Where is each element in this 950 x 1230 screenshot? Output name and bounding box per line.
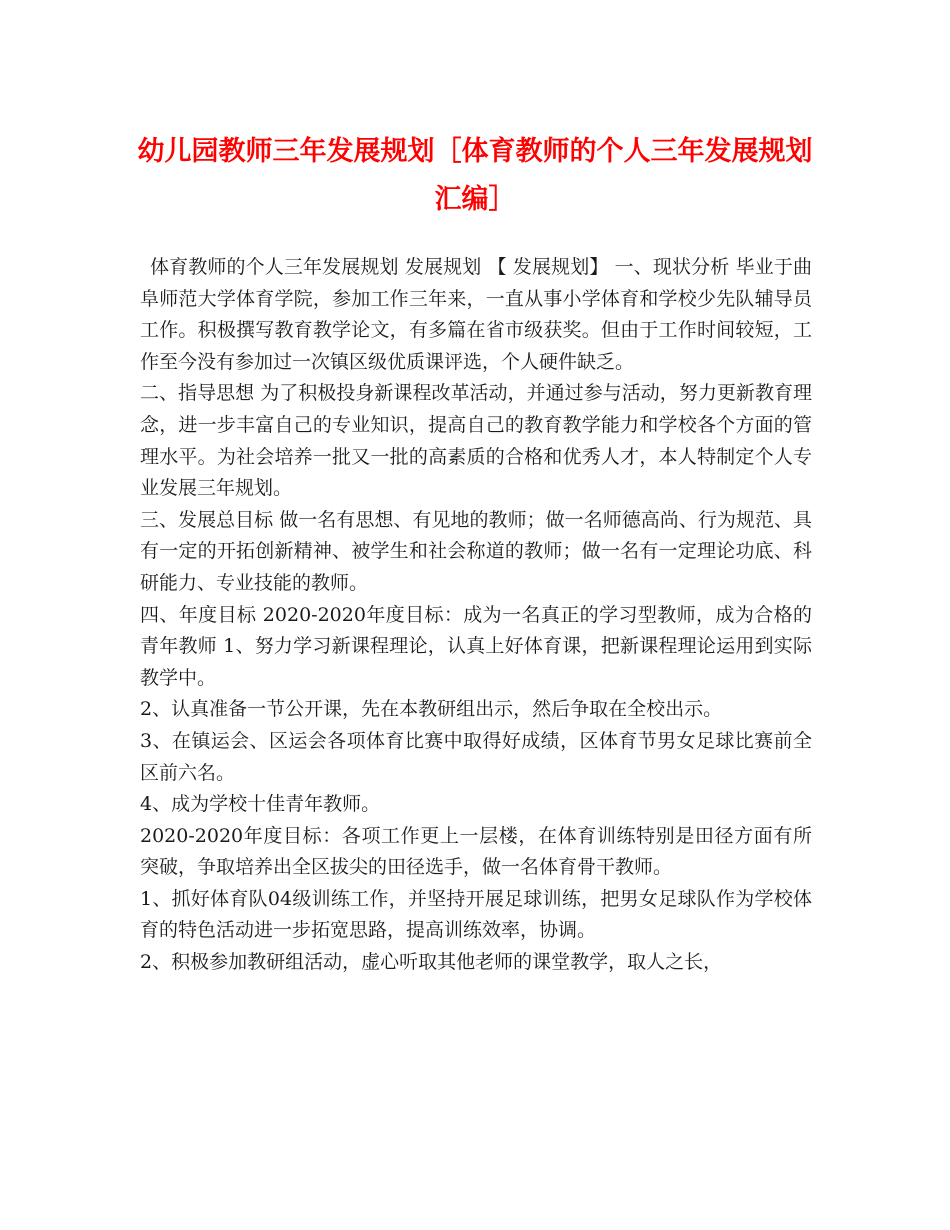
paragraph-overall-goal: 三、发展总目标 做一名有思想、有见地的教师；做一名师德高尚、行为规范、具有一定的开拓创新精神、被学生和社会称道的教师；做一名有一定理论功底、科研能力、专业技能的教师。: [140, 508, 812, 594]
document-body: [140, 252, 812, 979]
paragraph-second-year-goal: 2020-2020年度目标：各项工作更上一层楼，在体育训练特别是田径方面有所突破，争取培养出全区拔尖的田径选手，做一名体育骨干教师。: [140, 824, 812, 879]
paragraph-guiding-ideology: 二、指导思想 为了积极投身新课程改革活动，并通过参与活动，努力更新教育理念，进一步丰富自己的专业知识，提高自己的教育教学能力和学校各个方面的管理水平。为社会培养一批又一批的高素质的合格和优秀人才，本人特制定个人专业发展三年规划。: [140, 382, 812, 500]
paragraph-annual-goal: 四、年度目标 2020-2020年度目标：成为一名真正的学习型教师，成为合格的青年教师 1、努力学习新课程理论，认真上好体育课，把新课程理论运用到实际教学中。: [140, 603, 812, 689]
document-title: 幼儿园教师三年发展规划［体育教师的个人三年发展规划汇编］: [137, 136, 813, 215]
paragraph-second-year-item-1: 1、抓好体育队04级训练工作，并坚持开展足球训练，把男女足球队作为学校体育的特色活动进一步拓宽思路，提高训练效率，协调。: [140, 887, 812, 942]
paragraph-second-year-item-2: 2、积极参加教研组活动，虚心听取其他老师的课堂教学，取人之长，: [140, 951, 723, 974]
paragraph-item-3: 3、在镇运会、区运会各项体育比赛中取得好成绩，区体育节男女足球比赛前全区前六名。: [140, 729, 812, 784]
paragraph-item-4: 4、成为学校十佳青年教师。: [140, 793, 381, 816]
paragraph-status-analysis: 体育教师的个人三年发展规划 发展规划 【 发展规划】 一、现状分析 毕业于曲阜师范大学体育学院，参加工作三年来，一直从事小学体育和学校少先队辅导员工作。积极撰写教育教学论文，有多篇在省市级获奖。但由于工作时间较短，工作至今没有参加过一次镇区级优质课评选，个人硬件缺乏。: [140, 256, 812, 373]
paragraph-item-2: 2、认真准备一节公开课，先在本教研组出示，然后争取在全校出示。: [140, 698, 723, 721]
